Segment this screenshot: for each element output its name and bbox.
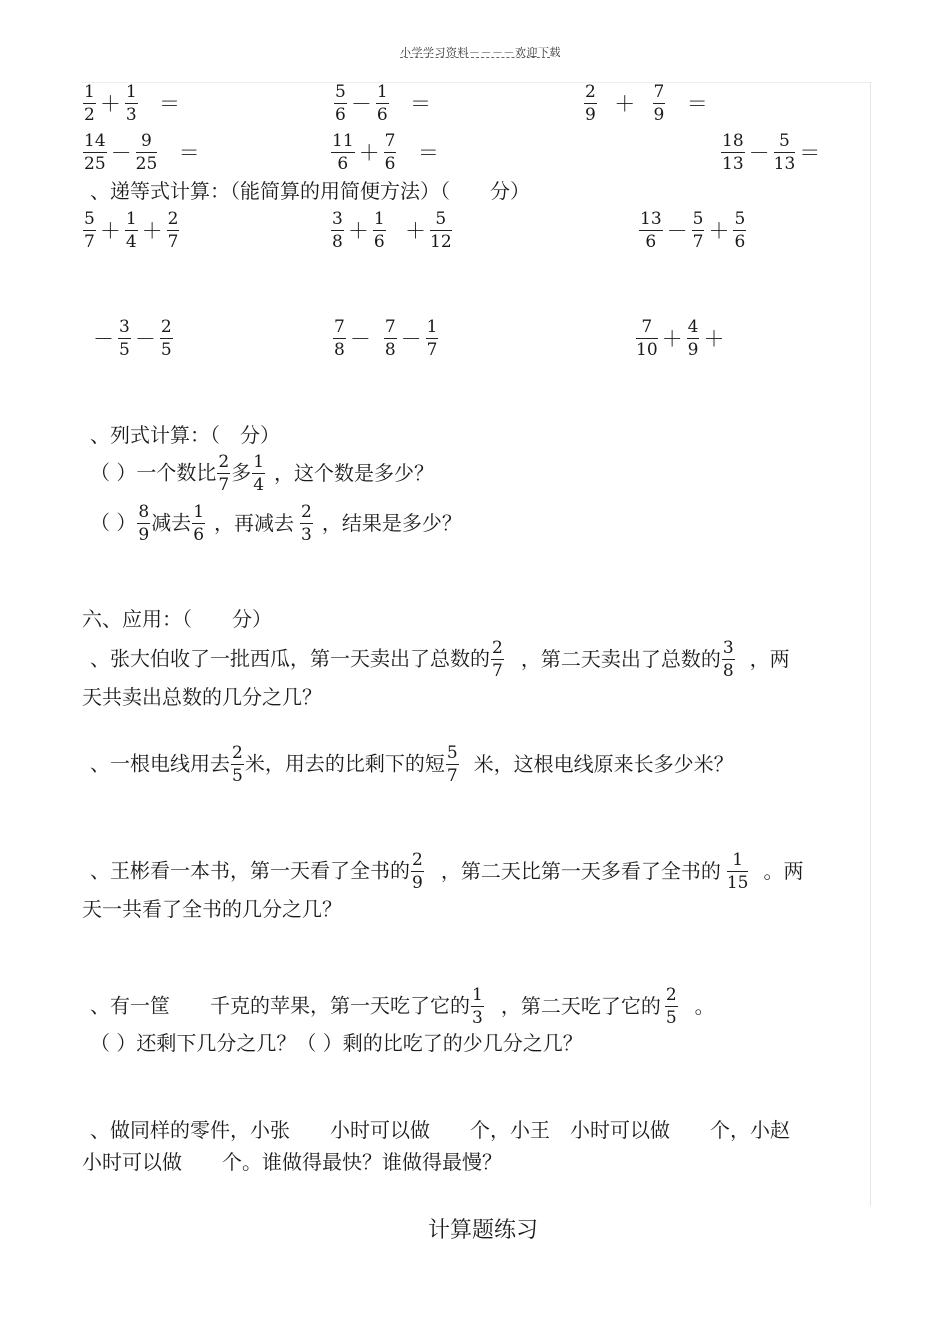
numerator: 7: [334, 317, 345, 337]
fraction: [687, 319, 700, 359]
denominator: 7: [218, 475, 230, 495]
operator: －: [400, 327, 422, 351]
text-segment: 、王彬看一本书，第一天看了全书的: [90, 858, 410, 883]
fraction: [446, 745, 459, 785]
denominator: 6: [734, 232, 746, 252]
denominator: 15: [726, 873, 749, 893]
fraction: [636, 319, 658, 359]
denominator: 5: [119, 340, 130, 360]
numerator: 2: [492, 638, 503, 658]
operator: ＝: [410, 92, 432, 116]
section-title-recursive: 、递等式计算：（能简算的用简便方法）（ 分）: [90, 179, 530, 203]
numerator: 3: [332, 209, 343, 229]
denominator: 7: [446, 766, 458, 786]
application-question-5: 、做同样的零件，小张 小时可以做 个，小王 小时可以做 个，小赵: [90, 1118, 790, 1142]
exercise-1-6: [720, 133, 823, 173]
numerator: 1: [472, 985, 483, 1005]
exercise-2-4: [90, 319, 174, 359]
operator: ＝: [159, 92, 181, 116]
fraction: [665, 987, 678, 1027]
numerator: 2: [412, 850, 423, 870]
fraction: [721, 133, 745, 173]
fraction: [733, 211, 746, 251]
denominator: 13: [773, 154, 796, 174]
fraction: [491, 640, 504, 680]
numerator: 1: [84, 82, 95, 102]
fraction: [722, 640, 735, 680]
text-segment: 多: [231, 460, 252, 485]
fraction: [137, 504, 150, 544]
fraction: [727, 852, 749, 892]
numerator: 2: [160, 317, 172, 337]
fraction: [426, 319, 439, 359]
numerator: 13: [640, 209, 662, 229]
denominator: 5: [232, 766, 243, 786]
fraction: [384, 133, 397, 173]
numerator: 7: [653, 82, 665, 102]
fraction: [639, 211, 663, 251]
application-question-5-line-2: 小时可以做 个。谁做得最快？谁做得最慢？: [82, 1150, 502, 1174]
denominator: 8: [334, 340, 345, 360]
numerator: 5: [430, 211, 452, 231]
exercise-2-5: [332, 319, 439, 359]
fraction: [167, 211, 180, 251]
text-segment: ，第二天吃了它的: [500, 993, 661, 1018]
denominator: 5: [665, 1008, 677, 1028]
operator: －: [110, 141, 132, 165]
numerator: 5: [774, 133, 796, 153]
denominator: 3: [301, 525, 312, 545]
numerator: 2: [218, 452, 230, 472]
operator: ＋: [661, 327, 683, 351]
fraction: [217, 454, 230, 494]
top-rule: [82, 82, 872, 83]
numerator: 1: [125, 82, 137, 102]
denominator: 8: [722, 661, 734, 681]
operator: ＋: [347, 219, 369, 243]
denominator: 9: [585, 105, 596, 125]
operator: －: [349, 327, 371, 351]
denominator: 6: [384, 154, 396, 174]
exercise-1-1: [82, 84, 183, 124]
text-segment: ，这个数是多少？: [274, 460, 435, 485]
footer-title: 计算题练习: [428, 1218, 539, 1243]
fraction: [774, 133, 796, 173]
denominator: 3: [472, 1008, 483, 1028]
denominator: 6: [335, 105, 346, 125]
fraction: [83, 211, 96, 251]
numerator: 11: [332, 131, 354, 151]
text-segment: 米，用去的比剩下的短: [244, 751, 445, 776]
numerator: 2: [301, 502, 312, 522]
operator: ＋: [99, 92, 121, 116]
numerator: 5: [446, 743, 458, 763]
exercise-1-2: [333, 84, 434, 124]
exercise-1-4: [82, 133, 203, 173]
numerator: 14: [84, 131, 106, 151]
text-segment: 、有一筐 千克的苹果，第一天吃了它的: [90, 993, 470, 1018]
denominator: 7: [84, 232, 95, 252]
denominator: 2: [84, 105, 95, 125]
fraction: [331, 133, 355, 173]
numerator: 7: [636, 319, 658, 339]
operator: ＋: [708, 219, 730, 243]
numerator: 1: [125, 209, 137, 229]
numerator: 3: [119, 317, 130, 337]
numerator: 18: [722, 131, 744, 151]
denominator: 9: [412, 873, 423, 893]
application-question-4: [90, 987, 715, 1027]
fraction: [231, 745, 244, 785]
fraction: [83, 133, 107, 173]
denominator: 12: [430, 232, 452, 252]
operator: ＋: [703, 327, 725, 351]
fraction: [376, 84, 389, 124]
numerator: 2: [167, 209, 179, 229]
denominator: 7: [692, 232, 704, 252]
denominator: 13: [722, 154, 744, 174]
text-segment: 、张大伯收了一批西瓜，第一天卖出了总数的: [90, 646, 490, 671]
denominator: 4: [253, 475, 265, 495]
denominator: 4: [125, 232, 137, 252]
text-segment: （ ）一个数比: [90, 460, 217, 485]
fraction: [373, 211, 386, 251]
operator: ＝: [799, 141, 821, 165]
operator: －: [748, 141, 770, 165]
numerator: 1: [253, 452, 265, 472]
fraction: [125, 84, 138, 124]
fraction: [653, 84, 666, 124]
application-question-1-line-2: 天共卖出总数的几分之几？: [82, 685, 322, 709]
numerator: 4: [687, 317, 699, 337]
exercise-1-3: [583, 84, 711, 124]
numerator: 1: [376, 82, 388, 102]
denominator: 6: [376, 105, 388, 125]
operator: －: [666, 219, 688, 243]
denominator: 6: [645, 232, 657, 252]
numerator: 3: [722, 638, 734, 658]
fraction: [118, 319, 131, 359]
fraction: [584, 84, 597, 124]
operator: ＝: [178, 141, 200, 165]
text-segment: 。: [694, 993, 715, 1018]
list-question-1: [90, 454, 434, 494]
page-header: 小学学习资料－－－－欢迎下载: [400, 46, 561, 59]
numerator: 8: [138, 502, 150, 522]
operator: ＋: [614, 92, 636, 116]
fraction: [430, 211, 452, 251]
operator: ＋: [141, 219, 163, 243]
fraction: [252, 454, 265, 494]
fraction: [333, 319, 346, 359]
exercise-1-5: [330, 133, 442, 173]
numerator: 5: [734, 209, 746, 229]
numerator: 1: [373, 209, 385, 229]
denominator: 9: [687, 340, 699, 360]
application-question-3-line-2: 天一共看了全书的几分之几？: [82, 897, 342, 921]
denominator: 8: [384, 340, 396, 360]
denominator: 8: [332, 232, 343, 252]
denominator: 6: [193, 525, 205, 545]
operator: －: [350, 92, 372, 116]
operator: ＝: [686, 92, 708, 116]
fraction: [411, 852, 424, 892]
header-rule: [400, 57, 550, 58]
text-segment: ，第二天比第一天多看了全书的: [440, 858, 721, 883]
numerator: 5: [84, 209, 95, 229]
fraction: [384, 319, 397, 359]
list-question-2: [90, 504, 462, 544]
application-question-3: [90, 852, 803, 892]
application-question-1: [90, 640, 790, 680]
operator: ＋: [99, 219, 121, 243]
fraction: [83, 84, 96, 124]
text-segment: 减去: [151, 510, 192, 535]
numerator: 1: [727, 852, 749, 872]
text-segment: ，两: [749, 646, 790, 671]
numerator: 7: [384, 131, 396, 151]
denominator: 7: [167, 232, 179, 252]
fraction: [160, 319, 173, 359]
denominator: 25: [84, 154, 106, 174]
section-title-application: 六、应用：（ 分）: [82, 607, 272, 631]
text-segment: ，第二天卖出了总数的: [520, 646, 721, 671]
fraction: [331, 211, 344, 251]
numerator: 5: [335, 82, 346, 102]
application-question-4-line-2: （ ）还剩下几分之几？（ ）剩的比吃了的少几分之几？: [90, 1031, 583, 1055]
application-question-2: [90, 745, 734, 785]
fraction: [471, 987, 484, 1027]
section-title-list: 、列式计算：（ 分）: [90, 423, 280, 447]
numerator: 9: [136, 133, 158, 153]
fraction: [334, 84, 347, 124]
denominator: 5: [160, 340, 172, 360]
text-segment: （ ）: [90, 510, 137, 535]
numerator: 2: [585, 82, 596, 102]
operator: ＋: [405, 219, 427, 243]
text-segment: 、一根电线用去: [90, 751, 230, 776]
denominator: 3: [125, 105, 137, 125]
text-segment: 米，这根电线原来长多少米？: [473, 751, 734, 776]
exercise-2-6: [635, 319, 727, 359]
operator: －: [134, 327, 156, 351]
fraction: [192, 504, 205, 544]
denominator: 25: [135, 154, 158, 174]
numerator: 1: [193, 502, 205, 522]
fraction: [136, 133, 158, 173]
fraction: [300, 504, 313, 544]
text-segment: 。两: [763, 858, 804, 883]
exercise-2-2: [330, 211, 453, 251]
right-margin-rule: [870, 82, 871, 1206]
operator: ＝: [417, 141, 439, 165]
fraction: [692, 211, 705, 251]
denominator: 7: [492, 661, 503, 681]
numerator: 1: [426, 317, 438, 337]
denominator: 7: [426, 340, 438, 360]
numerator: 2: [665, 985, 677, 1005]
denominator: 6: [373, 232, 385, 252]
denominator: 9: [653, 105, 665, 125]
text-segment: ，再减去: [214, 510, 295, 535]
denominator: 6: [337, 154, 349, 174]
exercise-2-3: [638, 211, 747, 251]
numerator: 2: [232, 743, 243, 763]
operator: －: [93, 327, 114, 351]
denominator: 10: [636, 340, 658, 360]
fraction: [125, 211, 138, 251]
numerator: 5: [692, 209, 704, 229]
exercise-2-1: [82, 211, 180, 251]
denominator: 9: [138, 525, 150, 545]
operator: ＋: [358, 141, 380, 165]
numerator: 7: [384, 317, 396, 337]
text-segment: ，结果是多少？: [321, 510, 462, 535]
